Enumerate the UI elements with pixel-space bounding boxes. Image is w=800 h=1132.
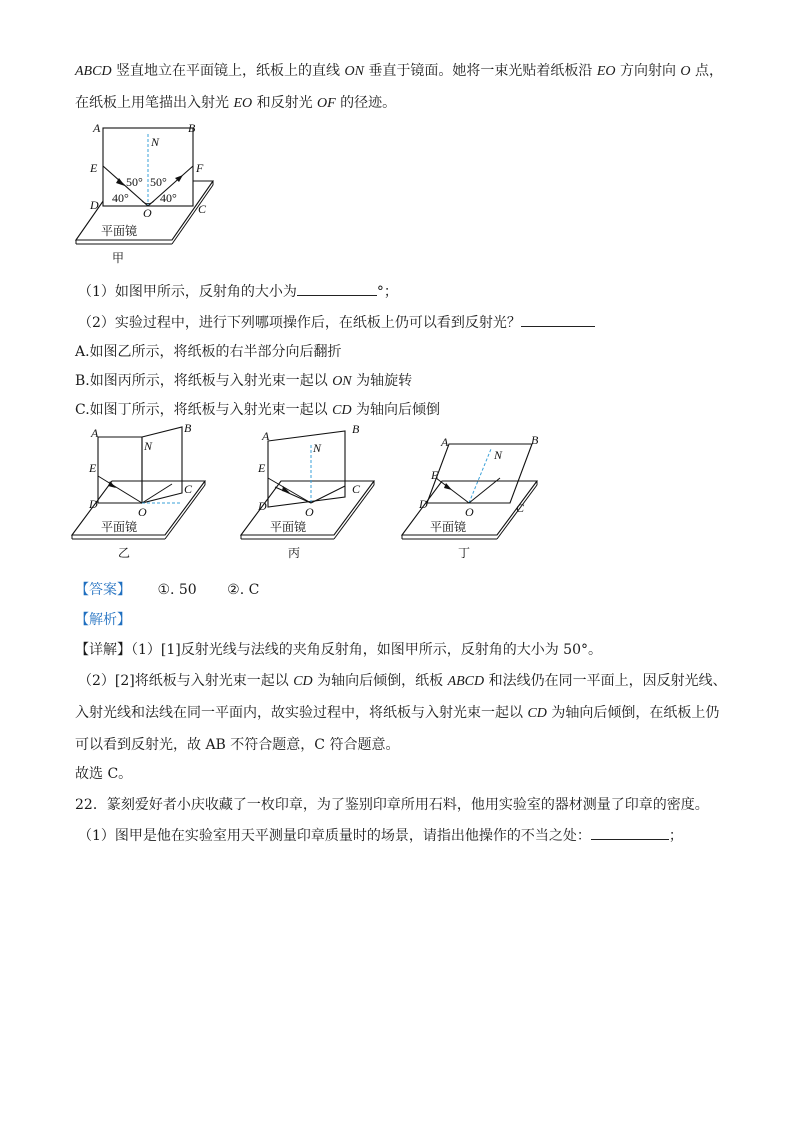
label-A: A <box>93 121 101 135</box>
figure-ding <box>402 433 539 560</box>
label-N: N <box>151 135 160 149</box>
angle-reflection: 50° <box>150 175 167 189</box>
answer-line <box>75 580 259 600</box>
option-B: B.如图丙所示，将纸板与入射光束一起以 ON 为轴旋转 <box>75 373 413 389</box>
detail-tag: 【详解】 <box>75 642 131 658</box>
intro-line-2: 在纸板上用笔描出入射光 EO 和反射光 OF 的径迹。 <box>75 95 397 111</box>
svg-text:A: A <box>441 435 449 449</box>
option-A: A.如图乙所示，将纸板的右半部分向后翻折 <box>75 344 342 360</box>
svg-text:D: D <box>89 497 98 511</box>
analysis-tag: 【解析】 <box>75 612 131 628</box>
q22-line-1: 22．篆刻爱好者小庆收藏了一枚印章，为了鉴别印章所用石料，他用实验室的器材测量了印章的密度。 <box>75 797 709 813</box>
svg-text:N: N <box>494 448 503 462</box>
label-F: F <box>196 161 204 175</box>
answer-1: ①. 50 <box>157 582 197 598</box>
svg-text:平面镜: 平面镜 <box>430 520 467 534</box>
svg-text:E: E <box>89 461 97 475</box>
figure-bing <box>241 422 374 560</box>
svg-text:C: C <box>184 482 193 496</box>
label-E: E <box>90 161 98 175</box>
q22-line-2: （1）图甲是他在实验室用天平测量印章质量时的场景，请指出他操作的不当之处： ； <box>78 825 683 846</box>
svg-text:平面镜: 平面镜 <box>270 520 307 534</box>
svg-text:A: A <box>262 429 270 443</box>
mirror-label: 平面镜 <box>101 224 138 238</box>
svg-text:O: O <box>305 505 314 519</box>
svg-text:N: N <box>313 441 322 455</box>
answer-blank-22-1[interactable] <box>591 825 669 840</box>
svg-text:乙: 乙 <box>118 546 131 560</box>
option-C: C.如图丁所示，将纸板与入射光束一起以 CD 为轴向后倾倒 <box>75 402 441 418</box>
detail-line-4: 可以看到反射光，故 AB 不符合题意，C 符合题意。 <box>75 737 400 753</box>
question-2: （2）实验过程中，进行下列哪项操作后，在纸板上仍可以看到反射光？ <box>78 312 595 333</box>
svg-text:E: E <box>431 468 439 482</box>
svg-text:C: C <box>352 482 361 496</box>
label-O: O <box>143 206 152 220</box>
svg-text:C: C <box>516 501 525 515</box>
angle-right: 40° <box>160 191 177 205</box>
svg-text:平面镜: 平面镜 <box>101 520 138 534</box>
svg-text:O: O <box>138 505 147 519</box>
answer-2: ②. C <box>227 582 260 598</box>
label-C: C <box>198 202 207 216</box>
svg-text:D: D <box>419 497 428 511</box>
svg-text:丁: 丁 <box>458 546 471 560</box>
svg-text:A: A <box>91 426 99 440</box>
figure-yi <box>72 421 205 560</box>
question-1: （1）如图甲所示，反射角的大小为 °； <box>78 281 398 302</box>
figure-caption-jia: 甲 <box>112 251 125 265</box>
angle-left: 40° <box>112 191 129 205</box>
angle-incidence: 50° <box>126 175 143 189</box>
detail-line-2: （2）[2]将纸板与入射光束一起以 CD 为轴向后倾倒，纸板 ABCD 和法线仍在同一平面上，因反射光线、 <box>78 673 727 689</box>
svg-text:O: O <box>465 505 474 519</box>
answer-tag: 【答案】 <box>75 582 131 598</box>
label-B: B <box>188 121 196 135</box>
detail-line-5: 故选 C。 <box>75 766 133 782</box>
label-D: D <box>90 198 99 212</box>
svg-text:E: E <box>258 461 266 475</box>
svg-text:B: B <box>531 433 539 447</box>
svg-text:B: B <box>184 421 192 435</box>
detail-line-3: 入射光线和法线在同一平面内，故实验过程中，将纸板与入射光束一起以 CD 为轴向后倾倒，在纸板上仍 <box>75 705 720 721</box>
svg-text:丙: 丙 <box>288 546 301 560</box>
intro-line-1: ABCD 竖直地立在平面镜上，纸板上的直线 ON 垂直于镜面。她将一束光贴着纸板沿 EO 方向射向 O 点， <box>75 63 723 79</box>
svg-text:D: D <box>258 499 267 513</box>
detail-line-1: 【详解】（1）[1]反射光线与法线的夹角反射角，如图甲所示，反射角的大小为 50°。 <box>75 642 603 658</box>
analysis-line <box>75 610 131 630</box>
svg-text:B: B <box>352 422 360 436</box>
svg-text:N: N <box>144 439 153 453</box>
